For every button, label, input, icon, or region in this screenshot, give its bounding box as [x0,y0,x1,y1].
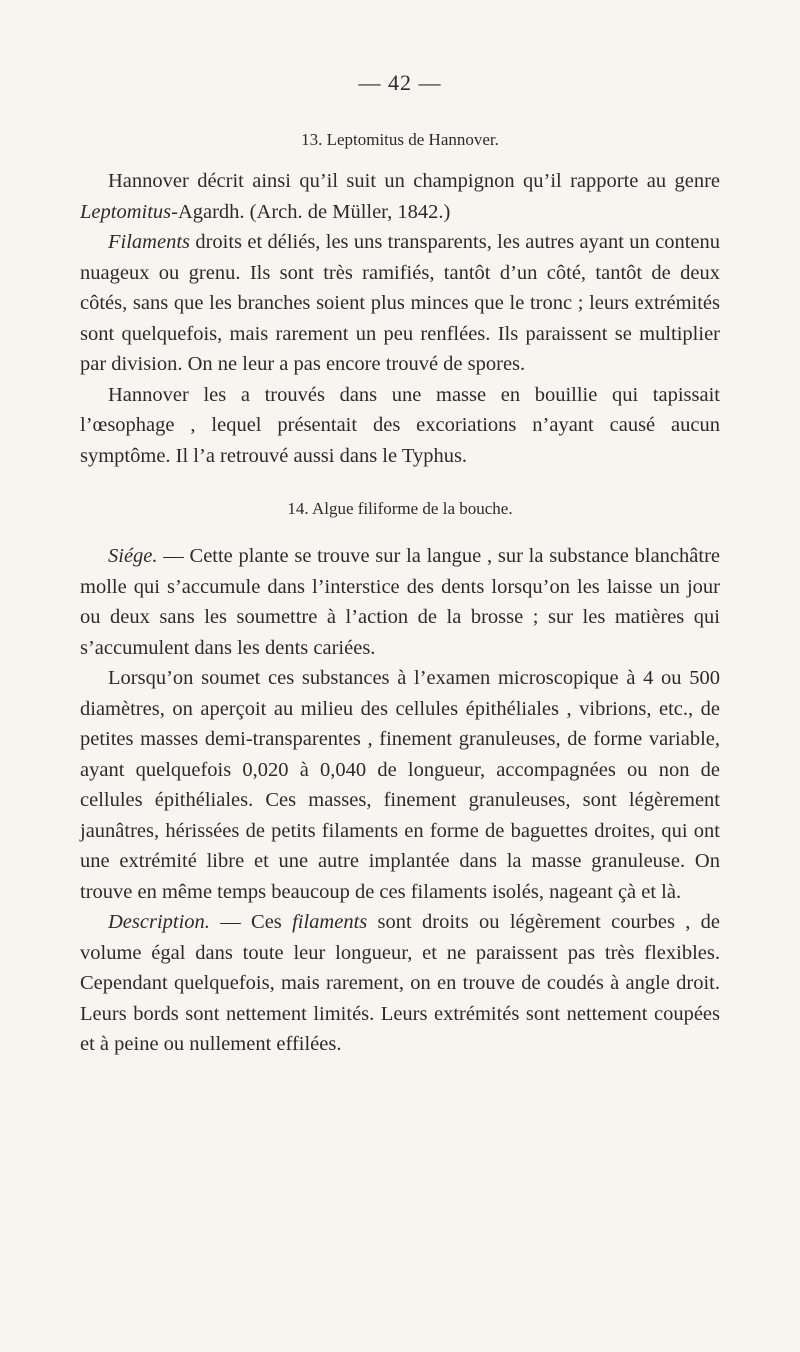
section-title-leptomitus: 13. Leptomitus de Hannover. [301,130,499,149]
text-run: Hannover les a trouvés dans une masse en bouillie qui tapissait l’œsophage , lequel présentait des excoriations n’ayant causé aucun symptôme. Il l’a retrouvé aussi dans le Typhus. [80,383,720,467]
paragraph [80,663,720,907]
text-run: sont droits ou légèrement courbes , de volume égal dans toute leur longueur, et ne paraissent pas très flexibles. Cependant quelquefois, mais rarement, on en trouve de coudés à angle droit. Leurs bords sont nettement limités. Leurs extrémités sont nettement coupées et à peine ou nullement effilées. [80,911,721,1055]
paragraph [80,541,720,663]
text-run: Hannover décrit ainsi qu’il suit un champignon qu’il rapporte au genre [108,170,720,192]
italic-run: Filaments [108,231,190,253]
italic-run: Description. [108,911,210,933]
paragraph [80,227,720,380]
text-run: -Agardh. (Arch. de Müller, 1842.) [171,200,451,223]
text-run: droits et déliés, les uns transparents, les autres ayant un contenu nuageux ou grenu. Ils sont très ramifiés, tantôt d’un côté, tantôt de deux côtés, sans que les branches soient plus minces que le tronc ; leurs extrémités sont quelquefois, mais rarement un peu renflées. Ils paraissent se multiplier par division. On ne leur a pas encore trouvé de spores. [80,231,720,375]
italic-run: filaments [292,911,368,933]
paragraph [80,907,720,1060]
italic-run: Leptomitus [80,200,172,223]
italic-run: Siége. [108,545,158,567]
text-run: — Ces [209,911,293,933]
document-page [80,70,720,1060]
paragraph [80,380,720,472]
text-run: — Cette plante se trouve sur la langue , sur la substance blanchâtre molle qui s’accumule dans l’interstice des dents lorsqu’on les laisse un jour ou deux sans les soumettre à l’action de la brosse ; sur les matières qui s’accumulent dans les dents cariées. [80,545,720,659]
paragraph [80,166,720,227]
section-title-algue: 14. Algue filiforme de la bouche. [287,499,513,518]
page-number: — 42 — [358,70,442,95]
text-run: Lorsqu’on soumet ces substances à l’examen microscopique à 4 ou 500 diamètres, on aperçoit au milieu des cellules épithéliales , vibrions, etc., de petites masses demi-transparentes , finement granuleuses, de forme variable, ayant quelquefois 0,020 à 0,040 de longueur, accompagnées ou non de cellules épithéliales. Ces masses, finement granuleuses, sont légèrement jaunâtres, hérissées de petits filaments en forme de baguettes droites, qui ont une extrémité libre et une autre implantée dans la masse granuleuse. On trouve en même temps beaucoup de ces filaments isolés, nageant çà et là. [80,667,720,903]
